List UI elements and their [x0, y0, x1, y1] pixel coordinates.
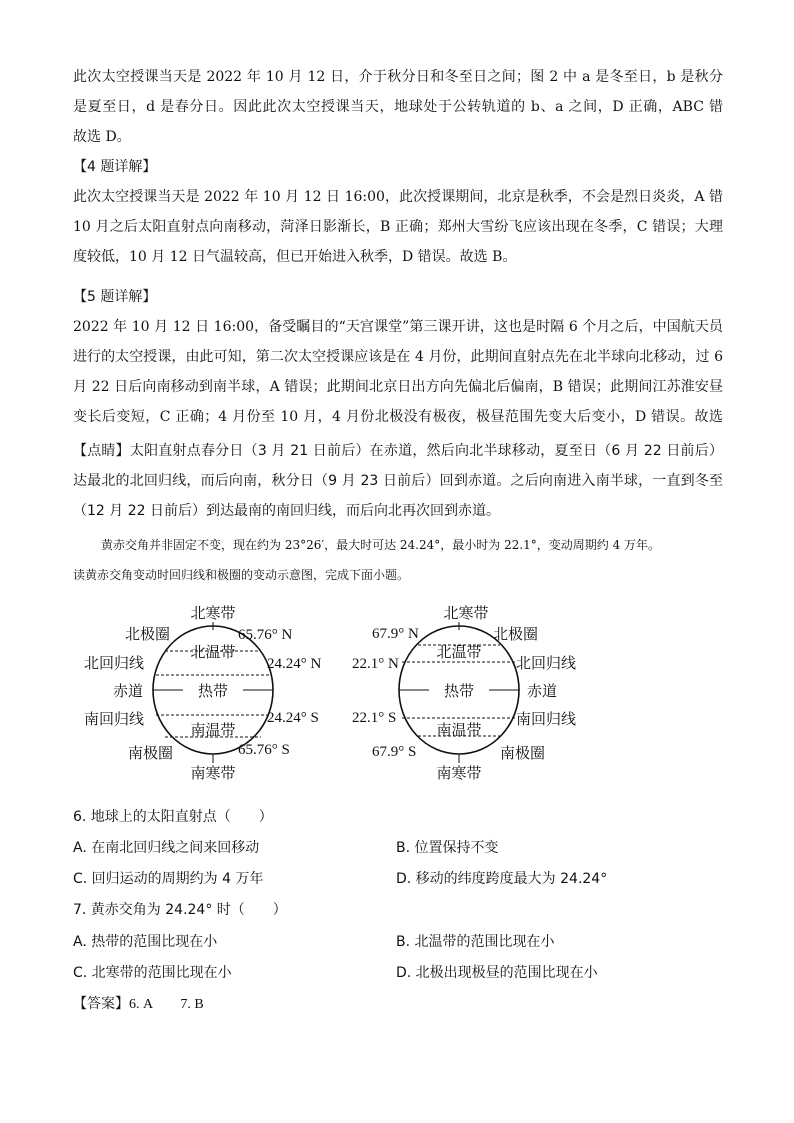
tropic-capricorn-label: 南回归线	[84, 710, 145, 728]
question-6-option-d: D. 移动的纬度跨度最大为 24.24°	[396, 871, 608, 887]
question-7-option-b: B. 北温带的范围比现在小	[396, 934, 555, 950]
south-temperate-label: 南温带	[190, 721, 236, 739]
equator-label: 赤道	[113, 682, 144, 700]
answer-label: 【答案】	[73, 996, 129, 1012]
antarctic-latitude-label: 65.76° S	[238, 742, 290, 758]
text-line: 进行的太空授课，由此可知，第二次太空授课应该是在 4 月份，此期间直射点先在北半球向北移动，过 6	[73, 349, 723, 365]
latitude-diagrams	[0, 598, 794, 798]
arctic-latitude-label: 65.76° N	[238, 627, 293, 643]
capricorn-latitude-label: 22.1° S	[352, 710, 397, 726]
text-line: 此次太空授课当天是 2022 年 10 月 12 日 16:00，此次授课期间，北京是秋季，不会是烈日炎炎，A 错	[73, 189, 723, 205]
text-line: （12 月 22 日前后）到达最南的南回归线，而后向北再次回到赤道。	[73, 503, 500, 519]
text-line: 【点睛】太阳直射点春分日（3 月 21 日前后）在赤道，然后向北半球移动，夏至日（6 月 22 日前后）	[73, 443, 723, 459]
analysis-q3	[73, 62, 723, 152]
north-frigid-label: 北寒带	[443, 604, 489, 622]
question-7-option-d: D. 北极出现极昼的范围比现在小	[396, 965, 598, 981]
question-7-stem: 7. 黄赤交角为 24.24° 时（ ）	[73, 902, 287, 918]
right-diagram	[352, 604, 576, 782]
tropic-cancer-label: 北回归线	[84, 654, 145, 672]
south-frigid-label: 南寒带	[436, 764, 482, 782]
capricorn-latitude-label: 24.24° S	[267, 710, 319, 726]
north-temperate-label: 北温带	[190, 643, 236, 661]
left-diagram	[84, 604, 321, 782]
equator-label: 赤道	[527, 682, 558, 700]
question-7-option-a: A. 热带的范围比现在小	[73, 934, 218, 950]
tropical-zone-label: 热带	[197, 682, 229, 700]
antarctic-latitude-label: 67.9° S	[372, 744, 417, 760]
text-line: 是夏至日，d 是春分日。因此此次太空授课当天，地球处于公转轨道的 b、a 之间，D 正确，ABC 错	[73, 99, 723, 115]
text-line: 读黄赤交角变动时回归线和极圈的变动示意图，完成下面小题。	[73, 568, 410, 582]
section-heading: 【5 题详解】	[73, 289, 157, 305]
north-temperate-label: 北温带	[436, 643, 482, 661]
text-line: 变长后变短，C 正确；4 月份至 10 月，4 月份北极没有极夜，极昼范围先变大后变小，D 错误。故选	[73, 409, 723, 425]
text-line: 故选 D。	[73, 129, 131, 145]
text-line: 黄赤交角并非固定不变，现在约为 23°26′，最大时可达 24.24°，最小时为 22.1°，变动周期约 4 万年。	[101, 538, 661, 552]
tropic-capricorn-label: 南回归线	[516, 710, 577, 728]
antarctic-circle-label: 南极圈	[128, 744, 174, 762]
detail-q5	[73, 282, 723, 432]
intro-block	[73, 530, 733, 590]
text-line: 2022 年 10 月 12 日 16:00，备受瞩目的“天宫课堂”第三课开讲，这也是时隔 6 个月之后，中国航天员	[73, 319, 723, 335]
south-temperate-label: 南温带	[436, 721, 482, 739]
cancer-latitude-label: 24.24° N	[267, 656, 322, 672]
text-line: 达最北的北回归线，而后向南，秋分日（9 月 23 日前后）回到赤道。之后向南进入南半球，一直到冬至	[73, 473, 723, 489]
question-6-option-c: C. 回归运动的周期约为 4 万年	[73, 871, 264, 887]
antarctic-circle-label: 南极圈	[500, 744, 546, 762]
text-line: 10 月之后太阳直射点向南移动，菏泽日影渐长，B 正确；郑州大雪纷飞应该出现在冬季，C 错误；大理	[73, 219, 723, 235]
answer-row	[73, 993, 204, 1013]
question-6-stem: 6. 地球上的太阳直射点（ ）	[73, 809, 273, 825]
text-line: 度较低，10 月 12 日气温较高，但已开始进入秋季，D 错误。故选 B。	[73, 249, 517, 265]
tropic-cancer-label: 北回归线	[516, 654, 577, 672]
answer-value: 6. A 7. B	[129, 997, 204, 1012]
arctic-latitude-label: 67.9° N	[372, 626, 419, 642]
text-line: 月 22 日后向南移动到南半球，A 错误；此期间北京日出方向先偏北后偏南，B 错误；此期间江苏淮安昼	[73, 379, 723, 395]
north-frigid-label: 北寒带	[190, 604, 236, 622]
arctic-circle-label: 北极圈	[125, 625, 171, 643]
question-6-option-a: A. 在南北回归线之间来回移动	[73, 840, 260, 856]
cancer-latitude-label: 22.1° N	[352, 656, 399, 672]
arctic-circle-label: 北极圈	[493, 625, 539, 643]
question-7-option-c: C. 北寒带的范围比现在小	[73, 965, 232, 981]
south-frigid-label: 南寒带	[190, 764, 236, 782]
section-heading: 【4 题详解】	[73, 159, 157, 175]
tip-block	[73, 436, 723, 526]
question-6-option-b: B. 位置保持不变	[396, 840, 499, 856]
tropical-zone-label: 热带	[443, 682, 475, 700]
text-line: 此次太空授课当天是 2022 年 10 月 12 日，介于秋分日和冬至日之间；图 2 中 a 是冬至日，b 是秋分	[73, 69, 723, 85]
detail-q4	[73, 152, 723, 272]
